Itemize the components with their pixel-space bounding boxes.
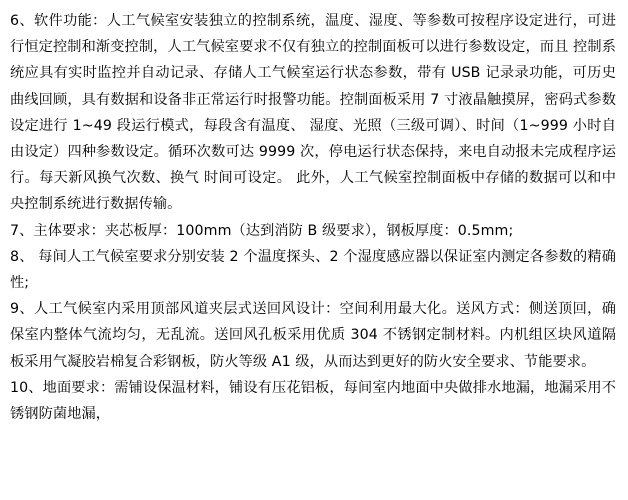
paragraph-item-7: 7、主体要求：夹芯板厚：100mm（达到消防 B 级要求），钢板厚度：0.5mm;	[10, 222, 514, 239]
paragraph-item-8: 8、 每间人工气候室要求分别安装 2 个温度探头、2 个湿度感应器以保证室内测定各参数的精确性;	[10, 248, 616, 292]
paragraph-item-10: 10、地面要求：需铺设保温材料，铺设有压花铝板，每间室内地面中央做排水地漏，地漏采用不锈钢防菌地漏，	[10, 379, 616, 423]
paragraph-item-6: 6、软件功能：人工气候室安装独立的控制系统，温度、湿度、等参数可按程序设定进行，可进行恒定控制和渐变控制，人工气候室要求不仅有独立的控制面板可以进行参数设定，而且 控制系统应具有实时监控并自动记录、存储人工气候室运行状态参数，带有 USB 记录录功能，可历史曲线回顾，具有数据和设备非正常运行时报警功能。控制面板采用 7 寸液晶触摸屏，密码式参数设定进行 1~49 段运行模式，每段含有温度、 湿度、光照（三级可调）、时间（1~999 小时自由设定）四种参数设定。循环次数可达 9999 次，停电运行状态保持，来电自动报未完成程序运行。每天新风换气次数、换气 时间可设定。 此外，人工气候室控制面板中存储的数据可以和中央控制系统进行数据传输。	[10, 13, 616, 213]
paragraph-item-9: 9、人工气候室内采用顶部风道夹层式送回风设计：空间利用最大化。送风方式：侧送顶回，确保室内整体气流均匀，无乱流。送回风孔板采用优质 304 不锈钢定制材料。内机组区块风道隔板采用气凝胶岩棉复合彩钢板，防火等级 A1 级，从而达到更好的防火安全要求、节能要求。	[10, 301, 616, 370]
